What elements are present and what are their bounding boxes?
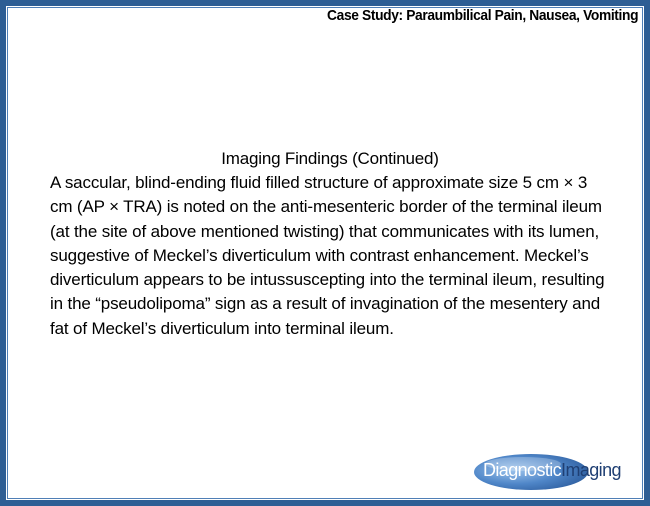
findings-paragraph: A saccular, blind-ending fluid filled structure of approximate size 5 cm × 3 cm (AP × TRA) is noted on the anti-mesenteric border of the terminal ileum (at the site of above mentioned twisting) that communicates with its lumen, suggestive of Meckel’s diverticulum with contrast enhancement. Meckel’s diverticulum appears to be intussuscepting into the terminal ileum, resulting in the “pseudolipoma” sign as a result of invagination of the mesentery and fat of Meckel’s diverticulum into terminal ileum. [50, 173, 605, 338]
logo-text-imaging: Imaging [561, 460, 621, 480]
case-title: Case Study: Paraumbilical Pain, Nausea, Vomiting [326, 7, 638, 24]
diagnostic-imaging-logo [473, 448, 638, 492]
logo-text-diagnostic: Diagnostic [483, 460, 562, 480]
logo-text [483, 460, 621, 481]
section-heading: Imaging Findings (Continued) [221, 149, 439, 168]
content-block [50, 148, 610, 341]
